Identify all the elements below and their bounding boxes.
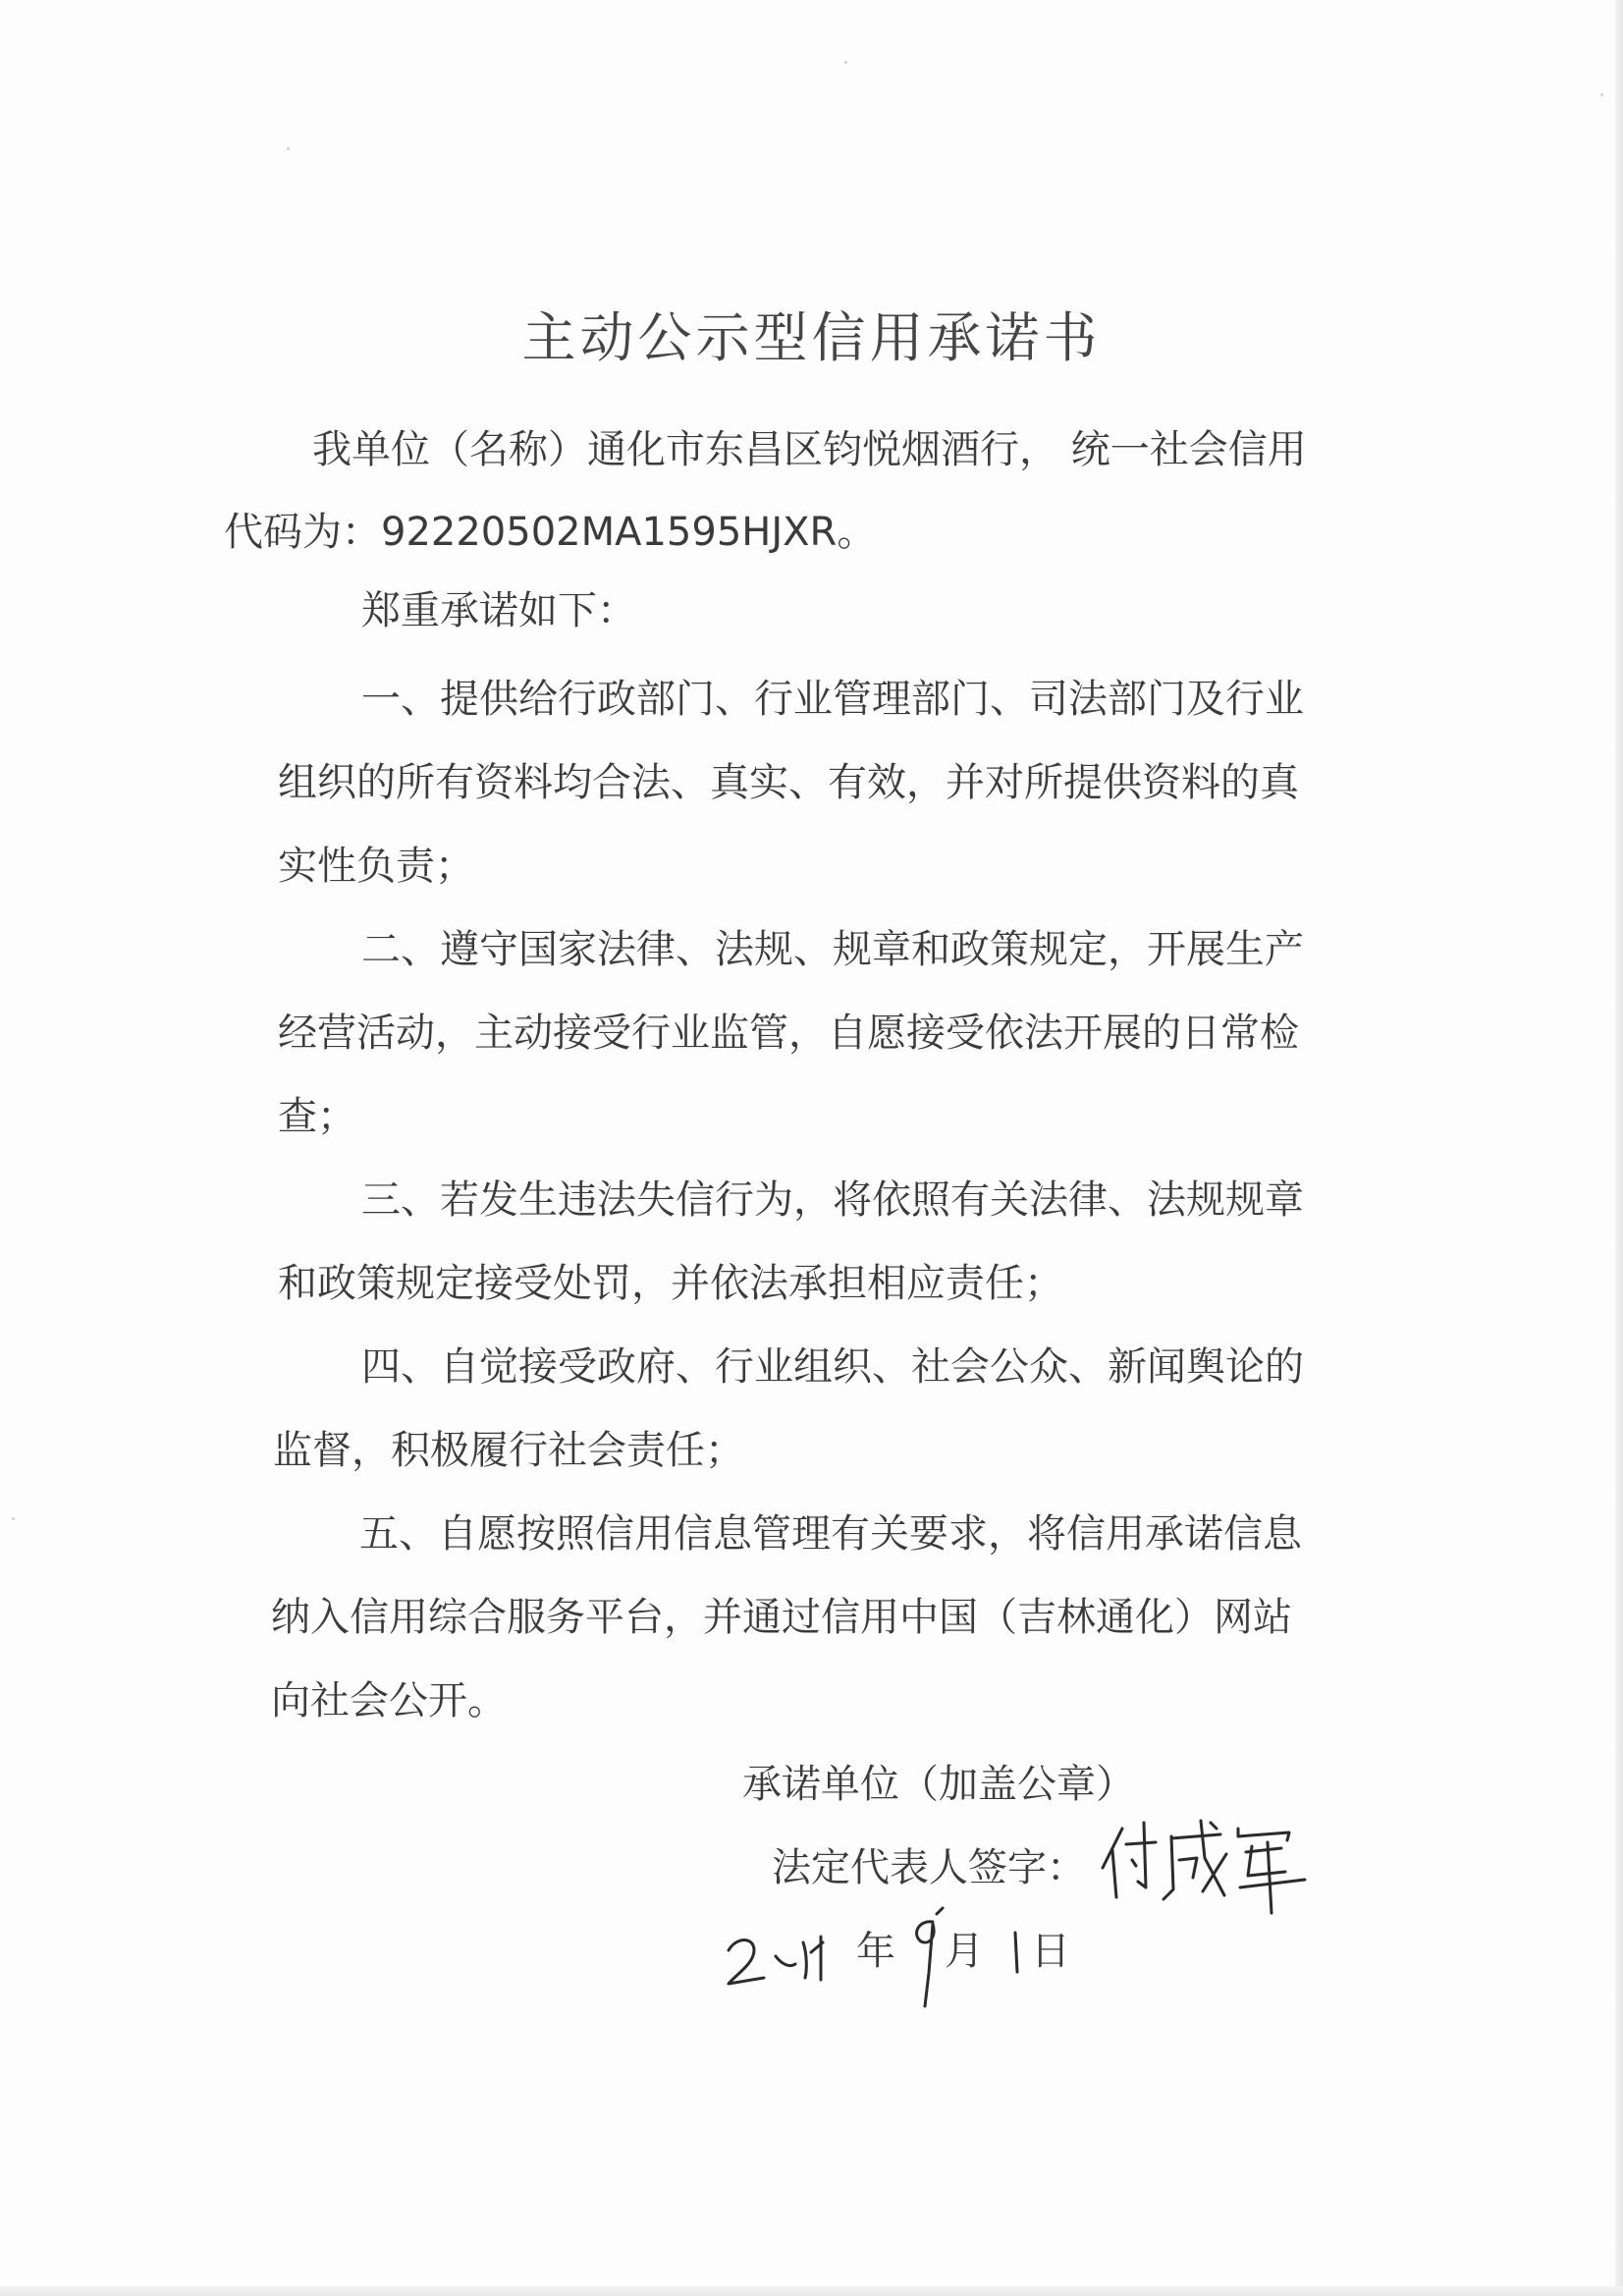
scan-edge-bottom xyxy=(0,2286,1623,2296)
scan-speck xyxy=(287,147,290,150)
item-5-line-2: 纳入信用综合服务平台，并通过信用中国（吉林通化）网站 xyxy=(271,1595,1292,1640)
item-4-line-2: 监督，积极履行社会责任； xyxy=(273,1428,744,1473)
document-title: 主动公示型信用承诺书 xyxy=(521,306,1102,369)
item-2-line-1: 二、遵守国家法律、法规、规章和政策规定，开展生产 xyxy=(361,927,1304,972)
item-1-line-1: 一、提供给行政部门、行业管理部门、司法部门及行业 xyxy=(361,677,1304,722)
item-3-line-2: 和政策规定接受处罚，并依法承担相应责任； xyxy=(278,1261,1063,1306)
handwritten-year xyxy=(725,1915,852,1994)
scan-speck xyxy=(844,61,847,64)
commitment-unit-label: 承诺单位（加盖公章） xyxy=(742,1762,1135,1807)
date-day-label: 日 xyxy=(1031,1929,1070,1974)
item-2-line-2: 经营活动，主动接受行业监管，自愿接受依法开展的日常检 xyxy=(278,1011,1299,1056)
intro-line-1: 我单位（名称）通化市东昌区钧悦烟酒行， 统一社会信用 xyxy=(312,427,1307,472)
item-2-line-3: 查； xyxy=(278,1094,356,1139)
lead-text: 郑重承诺如下： xyxy=(361,588,636,633)
handwritten-day xyxy=(1001,1925,1031,1984)
intro-line-2: 代码为：92220502MA1595HJXR。 xyxy=(224,510,877,555)
item-5-line-1: 五、自愿按照信用信息管理有关要求，将信用承诺信息 xyxy=(359,1511,1302,1557)
scan-speck xyxy=(12,1517,15,1520)
item-1-line-2: 组织的所有资料均合法、真实、有效，并对所提供资料的真 xyxy=(278,760,1299,805)
scan-edge-right xyxy=(1615,0,1623,2296)
item-5-line-3: 向社会公开。 xyxy=(271,1678,507,1723)
item-3-line-1: 三、若发生违法失信行为，将依照有关法律、法规规章 xyxy=(361,1177,1304,1223)
item-1-line-3: 实性负责； xyxy=(278,844,474,889)
date-year-label: 年 xyxy=(856,1929,895,1974)
date-month-label: 月 xyxy=(945,1929,984,1974)
item-4-line-1: 四、自觉接受政府、行业组织、社会公众、新闻舆论的 xyxy=(361,1344,1304,1390)
legal-rep-label: 法定代表人签字： xyxy=(772,1845,1086,1890)
handwritten-signature xyxy=(1095,1807,1321,1915)
scan-speck xyxy=(1600,93,1603,96)
